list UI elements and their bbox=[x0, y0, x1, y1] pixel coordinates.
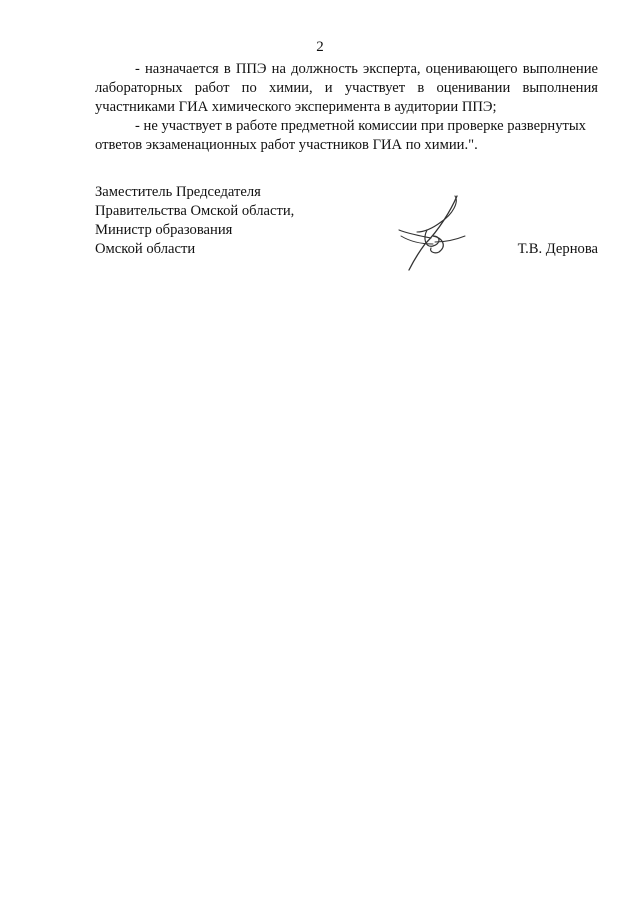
paragraph-commission-exclusion: - не участвует в работе предметной комиссии при проверке развернутых ответов экзаменационных работ участников ГИА по химии.". bbox=[95, 118, 586, 153]
signer-name: Т.В. Дернова bbox=[517, 241, 598, 257]
signatory-title-line: Правительства Омской области, bbox=[95, 203, 295, 219]
signatory-title-line: Омской области bbox=[95, 241, 196, 257]
signatory-title-line: Заместитель Председателя bbox=[95, 184, 261, 200]
page-number: 2 bbox=[316, 39, 324, 55]
signatory-title bbox=[95, 183, 294, 259]
body-text bbox=[95, 60, 598, 155]
paragraph-expert-assignment: - назначается в ППЭ на должность эксперта, оценивающего выполнение лабораторных работ по химии, и участвует в оценивании выполнения участниками ГИА химического эксперимента в аудитории ППЭ; bbox=[95, 61, 598, 115]
signatory-title-line: Министр образования bbox=[95, 222, 233, 238]
handwritten-signature bbox=[395, 192, 475, 272]
